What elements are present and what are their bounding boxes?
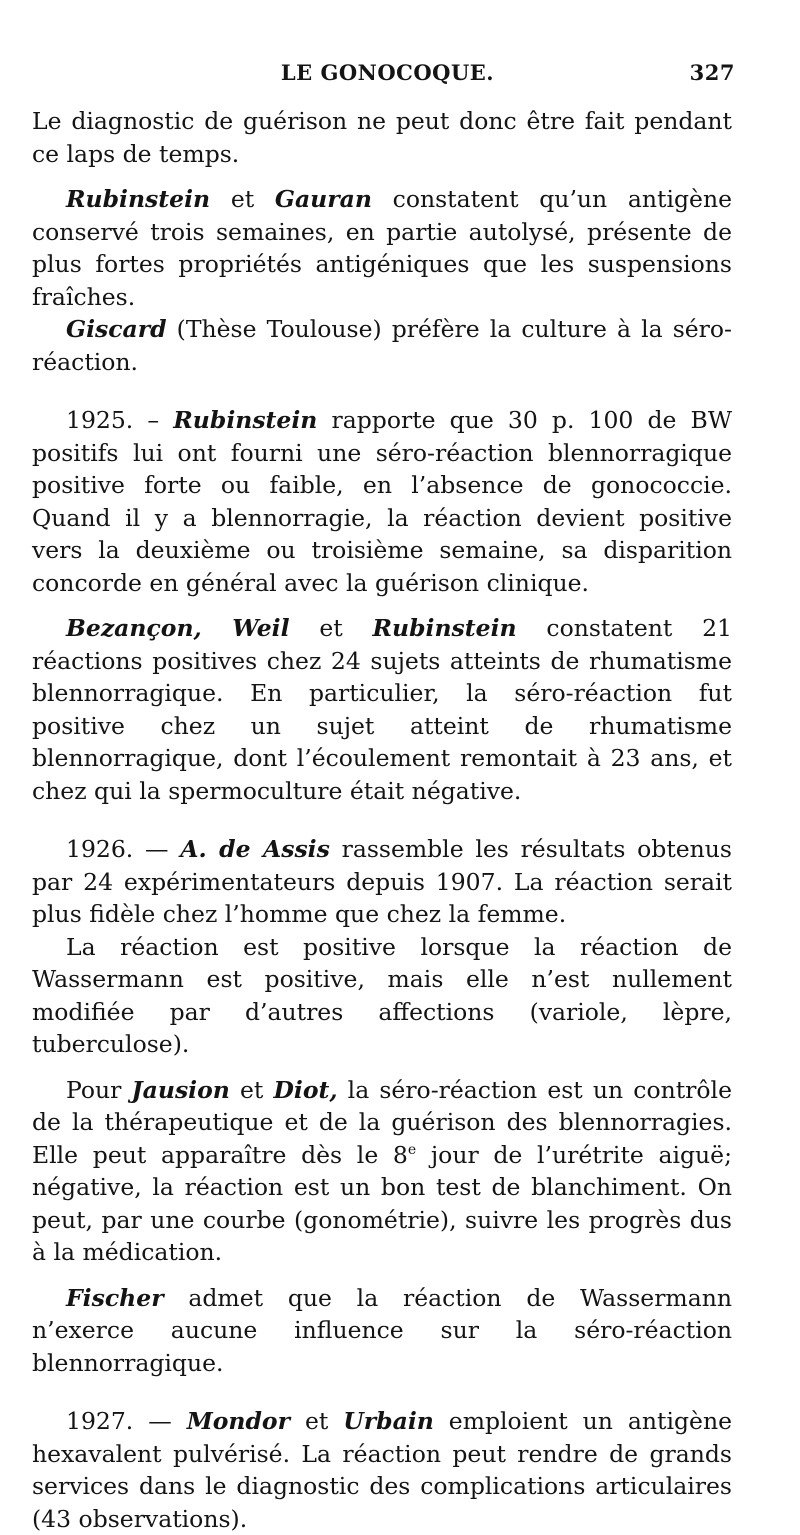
paragraph-text: admet que la réaction de Wassermann n’exerce aucune influence sur la séro-réaction blennorragique. [32, 1283, 732, 1377]
paragraph-text: emploient un antigène hexavalent pulvérisé. La réaction peut rendre de grands services dans le diagnostic des complications articulaires (43 observations). [32, 1407, 732, 1533]
paragraph-giscard [32, 313, 732, 378]
author-name: Fischer [66, 1283, 164, 1312]
paragraph-rubinstein-gauran [32, 183, 732, 313]
paragraph-text: la séro-réaction est un contrôle de la thérapeutique et de la guérison des blennorragies. Elle peut apparaître dès le 8 [32, 1075, 732, 1169]
paragraph-text: et [210, 185, 275, 213]
author-name: Rubinstein [173, 406, 318, 434]
author-name: Jausion [131, 1075, 230, 1104]
paragraph-text: rapporte que 30 p. 100 de BW positifs lui ont fourni une séro-réaction blennorragique positive forte ou faible, en l’absence de gonococcie. Quand il y a blennorragie, la réaction devient positive vers la deuxième ou troisième semaine, sa disparition concorde en général avec la guérison clinique. [32, 406, 732, 597]
paragraph-bezancon [32, 612, 732, 807]
author-name: Rubinstein [66, 185, 211, 213]
paragraph-text: et [229, 1075, 274, 1104]
running-title: LE GONOCOQUE. [280, 60, 495, 85]
paragraph-text: Pour [66, 1075, 132, 1104]
author-name: Diot, [273, 1075, 338, 1104]
author-name: Urbain [343, 1407, 434, 1435]
paragraph-text: jour de l’urétrite aiguë; négative, la réaction est un bon test de blanchiment. On peut, par une courbe (gonométrie), suivre les progrès dus à la médication. [32, 1140, 733, 1266]
paragraph-text: et [289, 614, 373, 642]
year-heading: 1926. — [66, 835, 169, 863]
paragraph-1926 [32, 833, 732, 931]
paragraph-text: La réaction est positive lorsque la réaction de Wassermann est positive, mais elle n’est nullement modifiée par d’autres affections (variole, lèpre, tuberculose). [32, 932, 732, 1058]
author-name: Giscard [66, 315, 167, 343]
running-head [40, 60, 735, 90]
year-heading: 1927. — [66, 1407, 172, 1435]
ordinal-superscript: e [407, 1141, 417, 1158]
paragraph-text: (Thèse Toulouse) préfère la culture à la séro-réaction. [32, 315, 732, 376]
paragraph-jausion-diot [32, 1074, 732, 1269]
author-name: Bezançon, Weil [66, 614, 290, 642]
paragraph-1927 [32, 1405, 732, 1535]
paragraph-text: Le diagnostic de guérison ne peut donc être fait pendant ce laps de temps. [32, 107, 732, 168]
paragraph-text: constatent qu’un antigène conservé trois semaines, en partie autolysé, présente de plus fortes propriétés antigéniques que les suspensions fraîches. [32, 185, 732, 311]
page-number: 327 [689, 60, 735, 85]
author-name: Rubinstein [372, 614, 517, 642]
author-name: A. de Assis [180, 835, 330, 863]
body-text [32, 105, 732, 1535]
paragraph-text: constatent 21 réactions positives chez 24 sujets atteints de rhumatisme blennorragique. En particulier, la séro-réaction fut positive chez un sujet atteint de rhumatisme blennorragique, dont l’écoulement remontait à 23 ans, et chez qui la spermoculture était négative. [32, 614, 733, 805]
author-name: Gauran [274, 185, 372, 213]
paragraph-text: rassemble les résultats obtenus par 24 expérimentateurs depuis 1907. La réaction serait plus fidèle chez l’homme que chez la femme. [32, 835, 732, 928]
paragraph-text: et [289, 1407, 344, 1435]
paragraph-wassermann [32, 931, 732, 1061]
paragraph-1925 [32, 404, 732, 599]
author-name: Mondor [186, 1407, 290, 1435]
paragraph-fischer [32, 1282, 732, 1380]
year-heading: 1925. – [66, 406, 160, 434]
paragraph-diagnostic [32, 105, 732, 170]
